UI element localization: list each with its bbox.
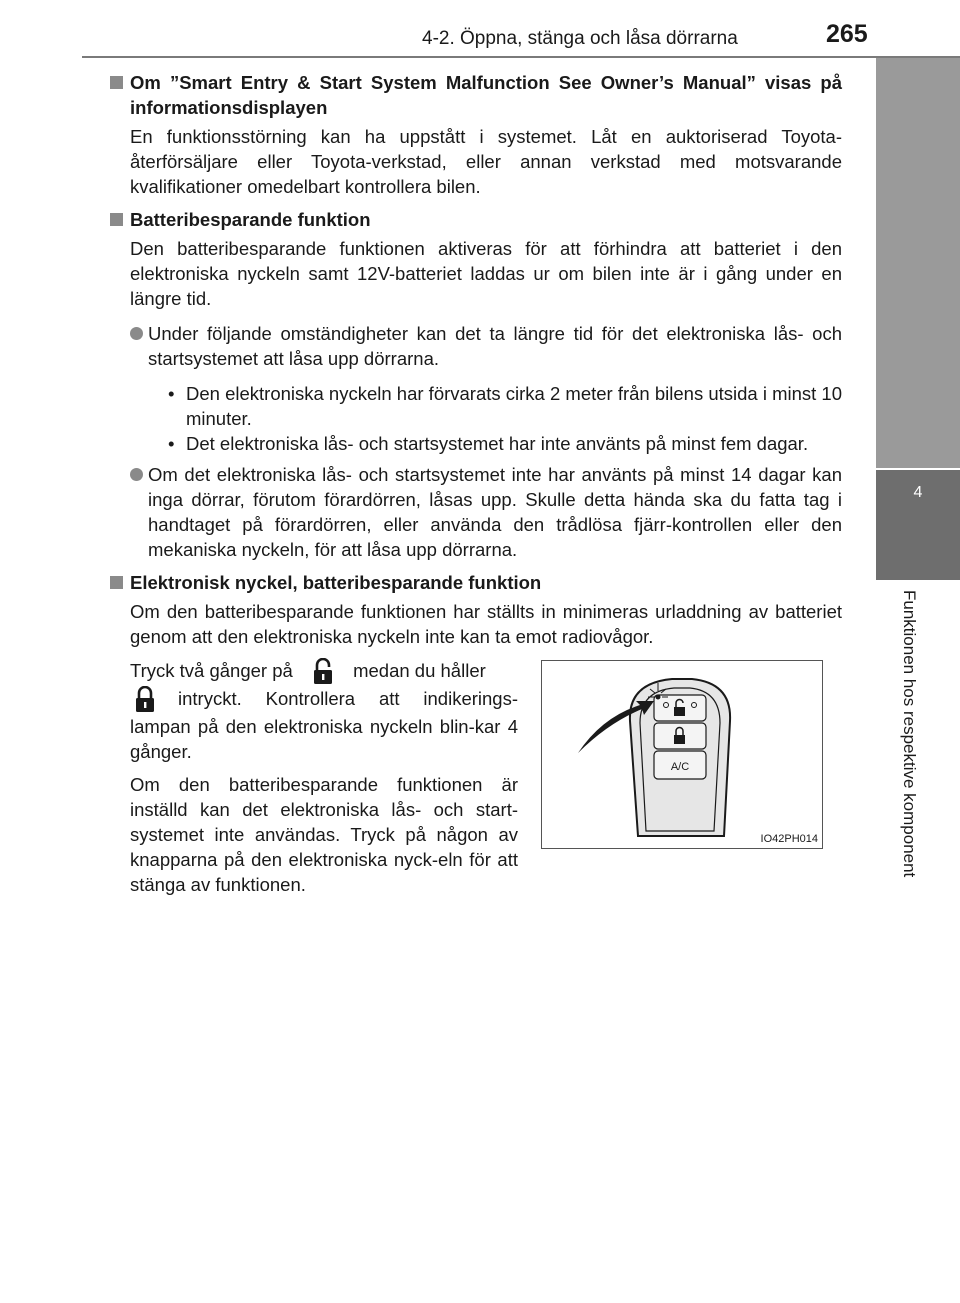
instruction-text-a: Tryck två gånger på bbox=[130, 660, 293, 681]
instruction-text bbox=[130, 658, 518, 905]
square-bullet-icon bbox=[110, 76, 123, 89]
instruction-paragraph-2: Om den batteribesparande funktionen är inställd kan det elektroniska lås- och start-systemet inte användas. Tryck på någon av knapparna på den elektroniska nyck-eln för att stänga av funktionen. bbox=[130, 774, 518, 896]
lock-icon bbox=[134, 686, 156, 714]
circle-bullet-icon bbox=[130, 327, 143, 340]
key-button-label: A/C bbox=[670, 761, 690, 773]
section-heading-text: Batteribesparande funktion bbox=[130, 209, 371, 230]
dot-list-item bbox=[130, 462, 842, 562]
page-number: 265 bbox=[826, 20, 868, 48]
figure-caption: IO42PH014 bbox=[760, 833, 818, 845]
section-heading bbox=[110, 570, 842, 595]
main-content bbox=[110, 70, 842, 649]
instruction-text-c: intryckt. Kontrollera att indikerings-lampan på den elektroniska nyckeln blin-kar 4 gånger. bbox=[130, 688, 518, 763]
side-tab-chapter bbox=[876, 470, 960, 580]
chapter-title: 4-2. Öppna, stänga och låsa dörrarna bbox=[422, 28, 738, 49]
electronic-key-illustration bbox=[542, 661, 822, 848]
circle-bullet-icon bbox=[130, 468, 143, 481]
bullet-text: Det elektroniska lås- och startsystemet har inte använts på minst fem dagar. bbox=[186, 433, 809, 454]
key-figure bbox=[541, 660, 823, 849]
dot-list-text: Om det elektroniska lås- och startsystemet inte har använts på minst 14 dagar kan inga dörrar, förutom förardörren, låsas upp. Skulle detta hända ska du fatta tag i handtaget på förardörren, eller använda den trådlösa fjärr-kontrollen eller den mekaniska nyckeln, för att låsa upp dörrarna. bbox=[148, 464, 842, 560]
side-tab-label-wrap bbox=[893, 590, 933, 930]
bullet-list-item bbox=[168, 381, 842, 431]
instruction-text-b: medan du håller bbox=[353, 660, 486, 681]
square-bullet-icon bbox=[110, 213, 123, 226]
dot-list-text: Under följande omständigheter kan det ta längre tid för det elektroniska lås- och startsystemet att låsa upp dörrarna. bbox=[148, 323, 842, 369]
dot-list-item bbox=[130, 321, 842, 371]
section-heading bbox=[110, 207, 842, 232]
paragraph: En funktionsstörning kan ha uppstått i systemet. Låt en auktoriserad Toyota-återförsäljare eller Toyota-verkstad, eller annan verkstad med motsvarande kvalifikationer omedelbart kontrollera bilen. bbox=[130, 126, 842, 197]
paragraph: Den batteribesparande funktionen aktiveras för att förhindra att batteriet i den elektroniska nyckeln samt 12V-batteriet laddas ur om bilen inte är i gång under en längre tid. bbox=[130, 238, 842, 309]
section-heading-text: Om ”Smart Entry & Start System Malfunction See Owner’s Manual” visas på informationsdisplayen bbox=[130, 72, 842, 118]
section-heading-text: Elektronisk nyckel, batteribesparande funktion bbox=[130, 572, 542, 593]
square-bullet-icon bbox=[110, 576, 123, 589]
unlock-icon bbox=[312, 658, 334, 686]
section-heading bbox=[110, 70, 842, 120]
bullet-list-item bbox=[168, 431, 842, 456]
instruction-paragraph bbox=[130, 658, 518, 764]
header-rule bbox=[82, 56, 960, 58]
side-tab-number: 4 bbox=[913, 484, 923, 501]
bullet-glyph: • bbox=[168, 383, 175, 404]
bullet-glyph: • bbox=[168, 433, 175, 454]
side-tab-strip bbox=[876, 58, 960, 468]
paragraph: Om den batteribesparande funktionen har ställts in minimeras urladdning av batteriet genom att den elektroniska nyckeln inte kan ta emot radiovågor. bbox=[130, 601, 842, 647]
side-tab-label: Funktionen hos respektive komponent bbox=[900, 590, 919, 878]
bullet-text: Den elektroniska nyckeln har förvarats cirka 2 meter från bilens utsida i minst 10 minuter. bbox=[186, 383, 843, 429]
